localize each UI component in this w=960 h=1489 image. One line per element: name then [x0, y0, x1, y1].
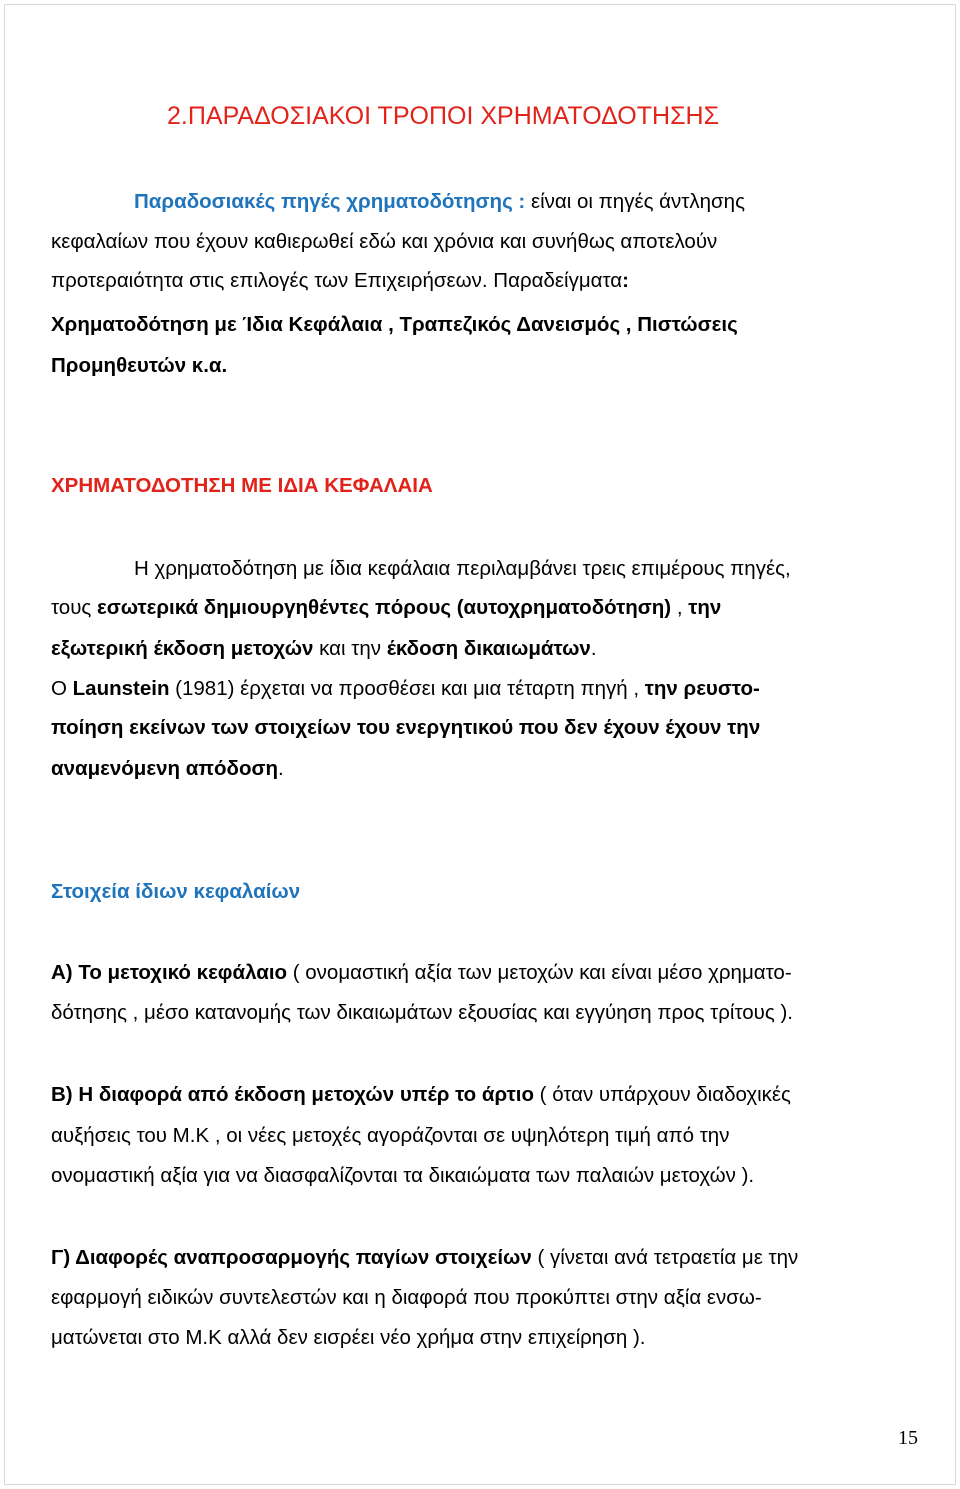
text-span: (1981) έρχεται να προσθέσει και μια τέταρτη πηγή ,: [169, 677, 645, 700]
bold-span: Β) Η διαφορά από έκδοση μετοχών υπέρ το άρτιο: [51, 1083, 534, 1106]
item-a-line-2: δότησης , μέσο κατανομής των δικαιωμάτων εξουσίας και εγγύηση προς τρίτους ).: [51, 1001, 793, 1024]
intro-line-3-colon: :: [622, 269, 629, 292]
bold-span: την ρευστο-: [644, 677, 760, 700]
intro-line-3-text: προτεραιότητα στις επιλογές των Επιχειρήσεων. Παραδείγματα: [51, 269, 623, 292]
section1-line-3: [51, 637, 597, 661]
section1-line-4: [51, 677, 760, 701]
item-a-line-1: [51, 961, 792, 985]
bold-span: Α) Το μετοχικό κεφάλαιο: [51, 961, 288, 984]
text-span: ,: [671, 596, 689, 619]
bold-span: Launstein: [72, 677, 170, 700]
intro-line-1: [134, 190, 745, 214]
page-title: 2.ΠΑΡΑΔΟΣΙΑΚΟΙ ΤΡΟΠΟΙ ΧΡΗΜΑΤΟΔΟΤΗΣΗΣ: [167, 102, 720, 130]
text-span: τους: [51, 596, 97, 619]
text-span: ( ονομαστική αξία των μετοχών και είναι μέσο χρηματο-: [287, 961, 792, 984]
item-b-line-2: αυξήσεις του Μ.Κ , οι νέες μετοχές αγοράζονται σε υψηλότερη τιμή από την: [51, 1124, 730, 1147]
section-heading-equity-elements: Στοιχεία ίδιων κεφαλαίων: [51, 880, 301, 903]
section1-line-6: [51, 757, 284, 781]
intro-term: Παραδοσιακές πηγές χρηματοδότησης :: [134, 190, 526, 213]
text-span: Ο: [51, 677, 73, 700]
intro-line-3: [51, 269, 629, 293]
bold-span: εσωτερικά δημιουργηθέντες πόρους (αυτοχρηματοδότηση): [97, 596, 672, 619]
bold-span: την: [688, 596, 722, 619]
item-c-line-2: εφαρμογή ειδικών συντελεστών και η διαφορά που προκύπτει στην αξία ενσω-: [51, 1286, 762, 1309]
page-number: 15: [898, 1427, 918, 1449]
section1-line-2: [51, 596, 721, 620]
text-span: ( γίνεται ανά τετραετία με την: [531, 1246, 799, 1269]
intro-line-4: Χρηματοδότηση με Ίδια Κεφάλαια , Τραπεζικός Δανεισμός , Πιστώσεις: [51, 313, 738, 336]
text-span: .: [590, 637, 597, 660]
item-c-line-1: [51, 1246, 798, 1270]
text-span: .: [278, 757, 284, 780]
item-c-line-3: ματώνεται στο Μ.Κ αλλά δεν εισρέει νέο χρήμα στην επιχείρηση ).: [51, 1326, 646, 1349]
section1-line-5: ποίηση εκείνων των στοιχείων του ενεργητικού που δεν έχουν έχουν την: [51, 716, 761, 739]
section1-line-1: Η χρηματοδότηση με ίδια κεφάλαια περιλαμβάνει τρεις επιμέρους πηγές,: [134, 557, 791, 580]
item-b-line-3: ονομαστική αξία για να διασφαλίζονται τα δικαιώματα των παλαιών μετοχών ).: [51, 1164, 755, 1187]
intro-line-5: Προμηθευτών κ.α.: [51, 354, 228, 377]
bold-span: αναμενόμενη απόδοση: [51, 757, 279, 780]
bold-span: Γ) Διαφορές αναπροσαρμογής παγίων στοιχείων: [51, 1246, 532, 1269]
item-b-line-1: [51, 1083, 791, 1107]
section-heading-equity-financing: ΧΡΗΜΑΤΟΔΟΤΗΣΗ ΜΕ ΙΔΙΑ ΚΕΦΑΛΑΙΑ: [51, 474, 433, 497]
intro-line-2: κεφαλαίων που έχουν καθιερωθεί εδώ και χρόνια και συνήθως αποτελούν: [51, 230, 718, 253]
bold-span: έκδοση δικαιωμάτων: [386, 637, 591, 660]
text-span: και την: [313, 637, 387, 660]
intro-line-1-rest: είναι οι πηγές άντλησης: [525, 190, 745, 213]
bold-span: εξωτερική έκδοση μετοχών: [51, 637, 314, 660]
text-span: ( όταν υπάρχουν διαδοχικές: [533, 1083, 791, 1106]
